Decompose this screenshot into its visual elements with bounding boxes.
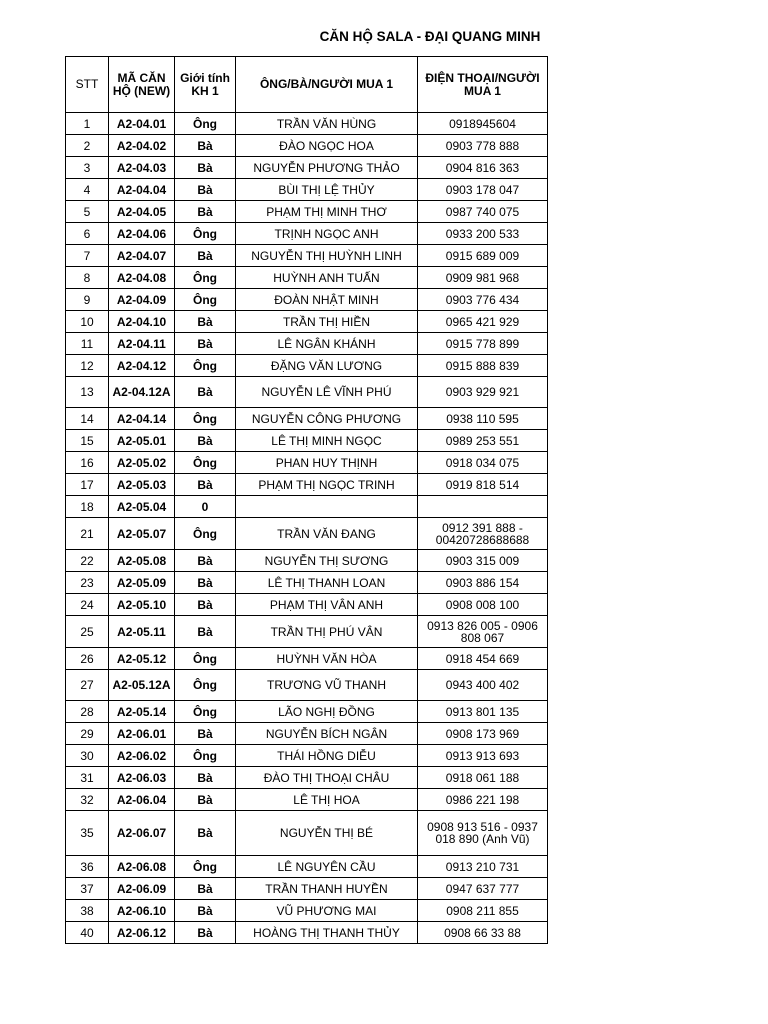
cell-stt: 35	[66, 811, 109, 856]
cell-code: A2-04.05	[109, 201, 175, 223]
table-row	[66, 267, 548, 289]
cell-phone: 0908 913 516 - 0937 018 890 (Anh Vũ)	[418, 811, 548, 856]
cell-name: LÊ NGÂN KHÁNH	[236, 333, 418, 355]
cell-phone: 0989 253 551	[418, 430, 548, 452]
header-gender: Giới tính KH 1	[175, 57, 236, 113]
cell-name: LÃO NGHỊ ĐỒNG	[236, 701, 418, 723]
cell-phone: 0912 391 888 - 00420728688688	[418, 518, 548, 550]
cell-code: A2-05.12A	[109, 670, 175, 701]
cell-stt: 17	[66, 474, 109, 496]
cell-name	[236, 496, 418, 518]
cell-stt: 10	[66, 311, 109, 333]
cell-code: A2-04.06	[109, 223, 175, 245]
cell-gender: 0	[175, 496, 236, 518]
cell-stt: 29	[66, 723, 109, 745]
cell-name: PHAN HUY THỊNH	[236, 452, 418, 474]
cell-name: PHẠM THỊ VÂN ANH	[236, 594, 418, 616]
cell-gender: Ông	[175, 355, 236, 377]
cell-phone: 0913 210 731	[418, 856, 548, 878]
cell-gender: Ông	[175, 670, 236, 701]
table-row	[66, 377, 548, 408]
cell-name: NGUYỄN BÍCH NGÂN	[236, 723, 418, 745]
cell-stt: 2	[66, 135, 109, 157]
table-row	[66, 408, 548, 430]
cell-name: LÊ THỊ HOA	[236, 789, 418, 811]
header-phone: ĐIỆN THOẠI/NGƯỜI MUA 1	[418, 57, 548, 113]
cell-gender: Ông	[175, 518, 236, 550]
cell-phone	[418, 496, 548, 518]
cell-phone: 0918 061 188	[418, 767, 548, 789]
cell-name: NGUYỄN LÊ VĨNH PHÚ	[236, 377, 418, 408]
cell-gender: Ông	[175, 745, 236, 767]
cell-stt: 30	[66, 745, 109, 767]
cell-stt: 18	[66, 496, 109, 518]
cell-name: TRỊNH NGỌC ANH	[236, 223, 418, 245]
table-row	[66, 518, 548, 550]
cell-name: HOÀNG THỊ THANH THỦY	[236, 922, 418, 944]
cell-name: NGUYỄN THỊ BÉ	[236, 811, 418, 856]
table-row	[66, 201, 548, 223]
cell-name: NGUYỄN CÔNG PHƯƠNG	[236, 408, 418, 430]
page-title: CĂN HỘ SALA - ĐẠI QUANG MINH	[319, 29, 541, 44]
cell-code: A2-04.12A	[109, 377, 175, 408]
cell-gender: Bà	[175, 594, 236, 616]
table-row	[66, 745, 548, 767]
table-row	[66, 878, 548, 900]
table-row	[66, 311, 548, 333]
cell-code: A2-05.10	[109, 594, 175, 616]
table-row	[66, 856, 548, 878]
table-row	[66, 922, 548, 944]
cell-stt: 9	[66, 289, 109, 311]
cell-gender: Bà	[175, 179, 236, 201]
cell-phone: 0908 008 100	[418, 594, 548, 616]
cell-code: A2-04.12	[109, 355, 175, 377]
cell-code: A2-05.09	[109, 572, 175, 594]
cell-phone: 0908 173 969	[418, 723, 548, 745]
header-stt: STT	[66, 57, 109, 113]
cell-phone: 0915 778 899	[418, 333, 548, 355]
table-row	[66, 430, 548, 452]
cell-code: A2-06.09	[109, 878, 175, 900]
cell-stt: 11	[66, 333, 109, 355]
cell-code: A2-04.11	[109, 333, 175, 355]
cell-code: A2-05.04	[109, 496, 175, 518]
cell-gender: Ông	[175, 113, 236, 135]
cell-name: ĐOÀN NHẬT MINH	[236, 289, 418, 311]
cell-gender: Ông	[175, 648, 236, 670]
cell-name: ĐÀO THỊ THOẠI CHÂU	[236, 767, 418, 789]
cell-code: A2-05.12	[109, 648, 175, 670]
table-row	[66, 245, 548, 267]
cell-stt: 36	[66, 856, 109, 878]
cell-code: A2-05.08	[109, 550, 175, 572]
cell-gender: Bà	[175, 201, 236, 223]
cell-gender: Bà	[175, 616, 236, 648]
cell-stt: 14	[66, 408, 109, 430]
cell-code: A2-04.02	[109, 135, 175, 157]
table-row	[66, 789, 548, 811]
cell-name: HUỲNH ANH TUẤN	[236, 267, 418, 289]
cell-stt: 26	[66, 648, 109, 670]
cell-stt: 15	[66, 430, 109, 452]
cell-gender: Bà	[175, 311, 236, 333]
cell-phone: 0986 221 198	[418, 789, 548, 811]
cell-stt: 27	[66, 670, 109, 701]
cell-gender: Bà	[175, 900, 236, 922]
cell-code: A2-05.07	[109, 518, 175, 550]
cell-phone: 0903 178 047	[418, 179, 548, 201]
cell-gender: Bà	[175, 767, 236, 789]
table-row	[66, 767, 548, 789]
table-row	[66, 135, 548, 157]
cell-gender: Bà	[175, 723, 236, 745]
cell-stt: 38	[66, 900, 109, 922]
table-row	[66, 179, 548, 201]
header-name: ÔNG/BÀ/NGƯỜI MUA 1	[236, 57, 418, 113]
cell-code: A2-06.07	[109, 811, 175, 856]
cell-gender: Bà	[175, 878, 236, 900]
cell-name: ĐẶNG VĂN LƯƠNG	[236, 355, 418, 377]
cell-code: A2-04.04	[109, 179, 175, 201]
table-row	[66, 289, 548, 311]
cell-code: A2-06.01	[109, 723, 175, 745]
cell-stt: 32	[66, 789, 109, 811]
cell-gender: Bà	[175, 157, 236, 179]
cell-stt: 31	[66, 767, 109, 789]
cell-gender: Bà	[175, 333, 236, 355]
cell-code: A2-06.03	[109, 767, 175, 789]
cell-stt: 8	[66, 267, 109, 289]
header-code: MÃ CĂN HỘ (NEW)	[109, 57, 175, 113]
cell-gender: Ông	[175, 267, 236, 289]
cell-code: A2-05.03	[109, 474, 175, 496]
cell-name: LÊ THỊ THANH LOAN	[236, 572, 418, 594]
cell-stt: 28	[66, 701, 109, 723]
cell-gender: Bà	[175, 430, 236, 452]
cell-phone: 0987 740 075	[418, 201, 548, 223]
cell-code: A2-06.10	[109, 900, 175, 922]
cell-code: A2-04.09	[109, 289, 175, 311]
cell-code: A2-05.01	[109, 430, 175, 452]
cell-gender: Bà	[175, 811, 236, 856]
cell-stt: 21	[66, 518, 109, 550]
cell-name: TRẦN THANH HUYỀN	[236, 878, 418, 900]
cell-phone: 0933 200 533	[418, 223, 548, 245]
cell-name: TRẦN THỊ HIỀN	[236, 311, 418, 333]
table-row	[66, 113, 548, 135]
cell-stt: 13	[66, 377, 109, 408]
table-row	[66, 670, 548, 701]
cell-stt: 16	[66, 452, 109, 474]
table-header-row	[66, 57, 548, 113]
cell-code: A2-04.07	[109, 245, 175, 267]
cell-phone: 0909 981 968	[418, 267, 548, 289]
table-row	[66, 452, 548, 474]
cell-name: TRƯƠNG VŨ THANH	[236, 670, 418, 701]
cell-stt: 4	[66, 179, 109, 201]
cell-name: VŨ PHƯƠNG MAI	[236, 900, 418, 922]
cell-phone: 0943 400 402	[418, 670, 548, 701]
cell-phone: 0908 66 33 88	[418, 922, 548, 944]
cell-gender: Ông	[175, 701, 236, 723]
cell-phone: 0913 826 005 - 0906 808 067	[418, 616, 548, 648]
cell-code: A2-04.08	[109, 267, 175, 289]
table-row	[66, 355, 548, 377]
cell-name: NGUYỄN THỊ HUỲNH LINH	[236, 245, 418, 267]
cell-stt: 37	[66, 878, 109, 900]
cell-name: TRẦN VĂN HÙNG	[236, 113, 418, 135]
cell-gender: Bà	[175, 377, 236, 408]
cell-stt: 25	[66, 616, 109, 648]
cell-phone: 0913 913 693	[418, 745, 548, 767]
cell-stt: 1	[66, 113, 109, 135]
cell-gender: Ông	[175, 452, 236, 474]
cell-phone: 0918 454 669	[418, 648, 548, 670]
cell-gender: Bà	[175, 135, 236, 157]
cell-phone: 0903 315 009	[418, 550, 548, 572]
cell-stt: 22	[66, 550, 109, 572]
cell-gender: Bà	[175, 572, 236, 594]
cell-code: A2-04.01	[109, 113, 175, 135]
cell-phone: 0915 689 009	[418, 245, 548, 267]
cell-phone: 0908 211 855	[418, 900, 548, 922]
table-row	[66, 333, 548, 355]
cell-name: LÊ NGUYÊN CẦU	[236, 856, 418, 878]
cell-name: PHẠM THỊ MINH THƠ	[236, 201, 418, 223]
cell-gender: Bà	[175, 245, 236, 267]
cell-code: A2-06.04	[109, 789, 175, 811]
cell-gender: Bà	[175, 789, 236, 811]
cell-phone: 0919 818 514	[418, 474, 548, 496]
cell-code: A2-05.02	[109, 452, 175, 474]
table-row	[66, 157, 548, 179]
table-row	[66, 648, 548, 670]
cell-name: PHẠM THỊ NGỌC TRINH	[236, 474, 418, 496]
cell-name: LÊ THỊ MINH NGỌC	[236, 430, 418, 452]
cell-stt: 24	[66, 594, 109, 616]
cell-phone: 0918 034 075	[418, 452, 548, 474]
cell-phone: 0918945604	[418, 113, 548, 135]
cell-gender: Ông	[175, 408, 236, 430]
cell-phone: 0913 801 135	[418, 701, 548, 723]
cell-phone: 0903 886 154	[418, 572, 548, 594]
cell-gender: Ông	[175, 223, 236, 245]
table-row	[66, 594, 548, 616]
cell-stt: 12	[66, 355, 109, 377]
cell-phone: 0903 778 888	[418, 135, 548, 157]
cell-name: BÙI THỊ LỆ THỦY	[236, 179, 418, 201]
cell-code: A2-06.02	[109, 745, 175, 767]
cell-code: A2-04.03	[109, 157, 175, 179]
cell-name: NGUYỄN PHƯƠNG THẢO	[236, 157, 418, 179]
cell-code: A2-06.08	[109, 856, 175, 878]
cell-name: THÁI HỒNG DIỄU	[236, 745, 418, 767]
cell-stt: 7	[66, 245, 109, 267]
apartment-table	[65, 56, 548, 944]
cell-code: A2-06.12	[109, 922, 175, 944]
cell-code: A2-05.11	[109, 616, 175, 648]
table-row	[66, 474, 548, 496]
cell-phone: 0947 637 777	[418, 878, 548, 900]
table-row	[66, 496, 548, 518]
cell-name: TRẦN THỊ PHÚ VÂN	[236, 616, 418, 648]
table-row	[66, 616, 548, 648]
cell-stt: 5	[66, 201, 109, 223]
table-row	[66, 701, 548, 723]
cell-code: A2-05.14	[109, 701, 175, 723]
cell-gender: Ông	[175, 289, 236, 311]
cell-gender: Bà	[175, 922, 236, 944]
cell-name: TRẦN VĂN ĐANG	[236, 518, 418, 550]
cell-stt: 23	[66, 572, 109, 594]
cell-stt: 40	[66, 922, 109, 944]
table-row	[66, 723, 548, 745]
cell-phone: 0904 816 363	[418, 157, 548, 179]
cell-name: NGUYỄN THỊ SƯƠNG	[236, 550, 418, 572]
cell-code: A2-04.10	[109, 311, 175, 333]
cell-phone: 0965 421 929	[418, 311, 548, 333]
cell-gender: Ông	[175, 856, 236, 878]
cell-phone: 0915 888 839	[418, 355, 548, 377]
cell-gender: Bà	[175, 550, 236, 572]
cell-phone: 0938 110 595	[418, 408, 548, 430]
table-row	[66, 550, 548, 572]
table-row	[66, 572, 548, 594]
cell-name: ĐÀO NGỌC HOA	[236, 135, 418, 157]
cell-stt: 3	[66, 157, 109, 179]
cell-stt: 6	[66, 223, 109, 245]
cell-name: HUỲNH VĂN HÒA	[236, 648, 418, 670]
cell-phone: 0903 929 921	[418, 377, 548, 408]
table-row	[66, 811, 548, 856]
table-row	[66, 223, 548, 245]
cell-gender: Bà	[175, 474, 236, 496]
cell-phone: 0903 776 434	[418, 289, 548, 311]
table-row	[66, 900, 548, 922]
cell-code: A2-04.14	[109, 408, 175, 430]
